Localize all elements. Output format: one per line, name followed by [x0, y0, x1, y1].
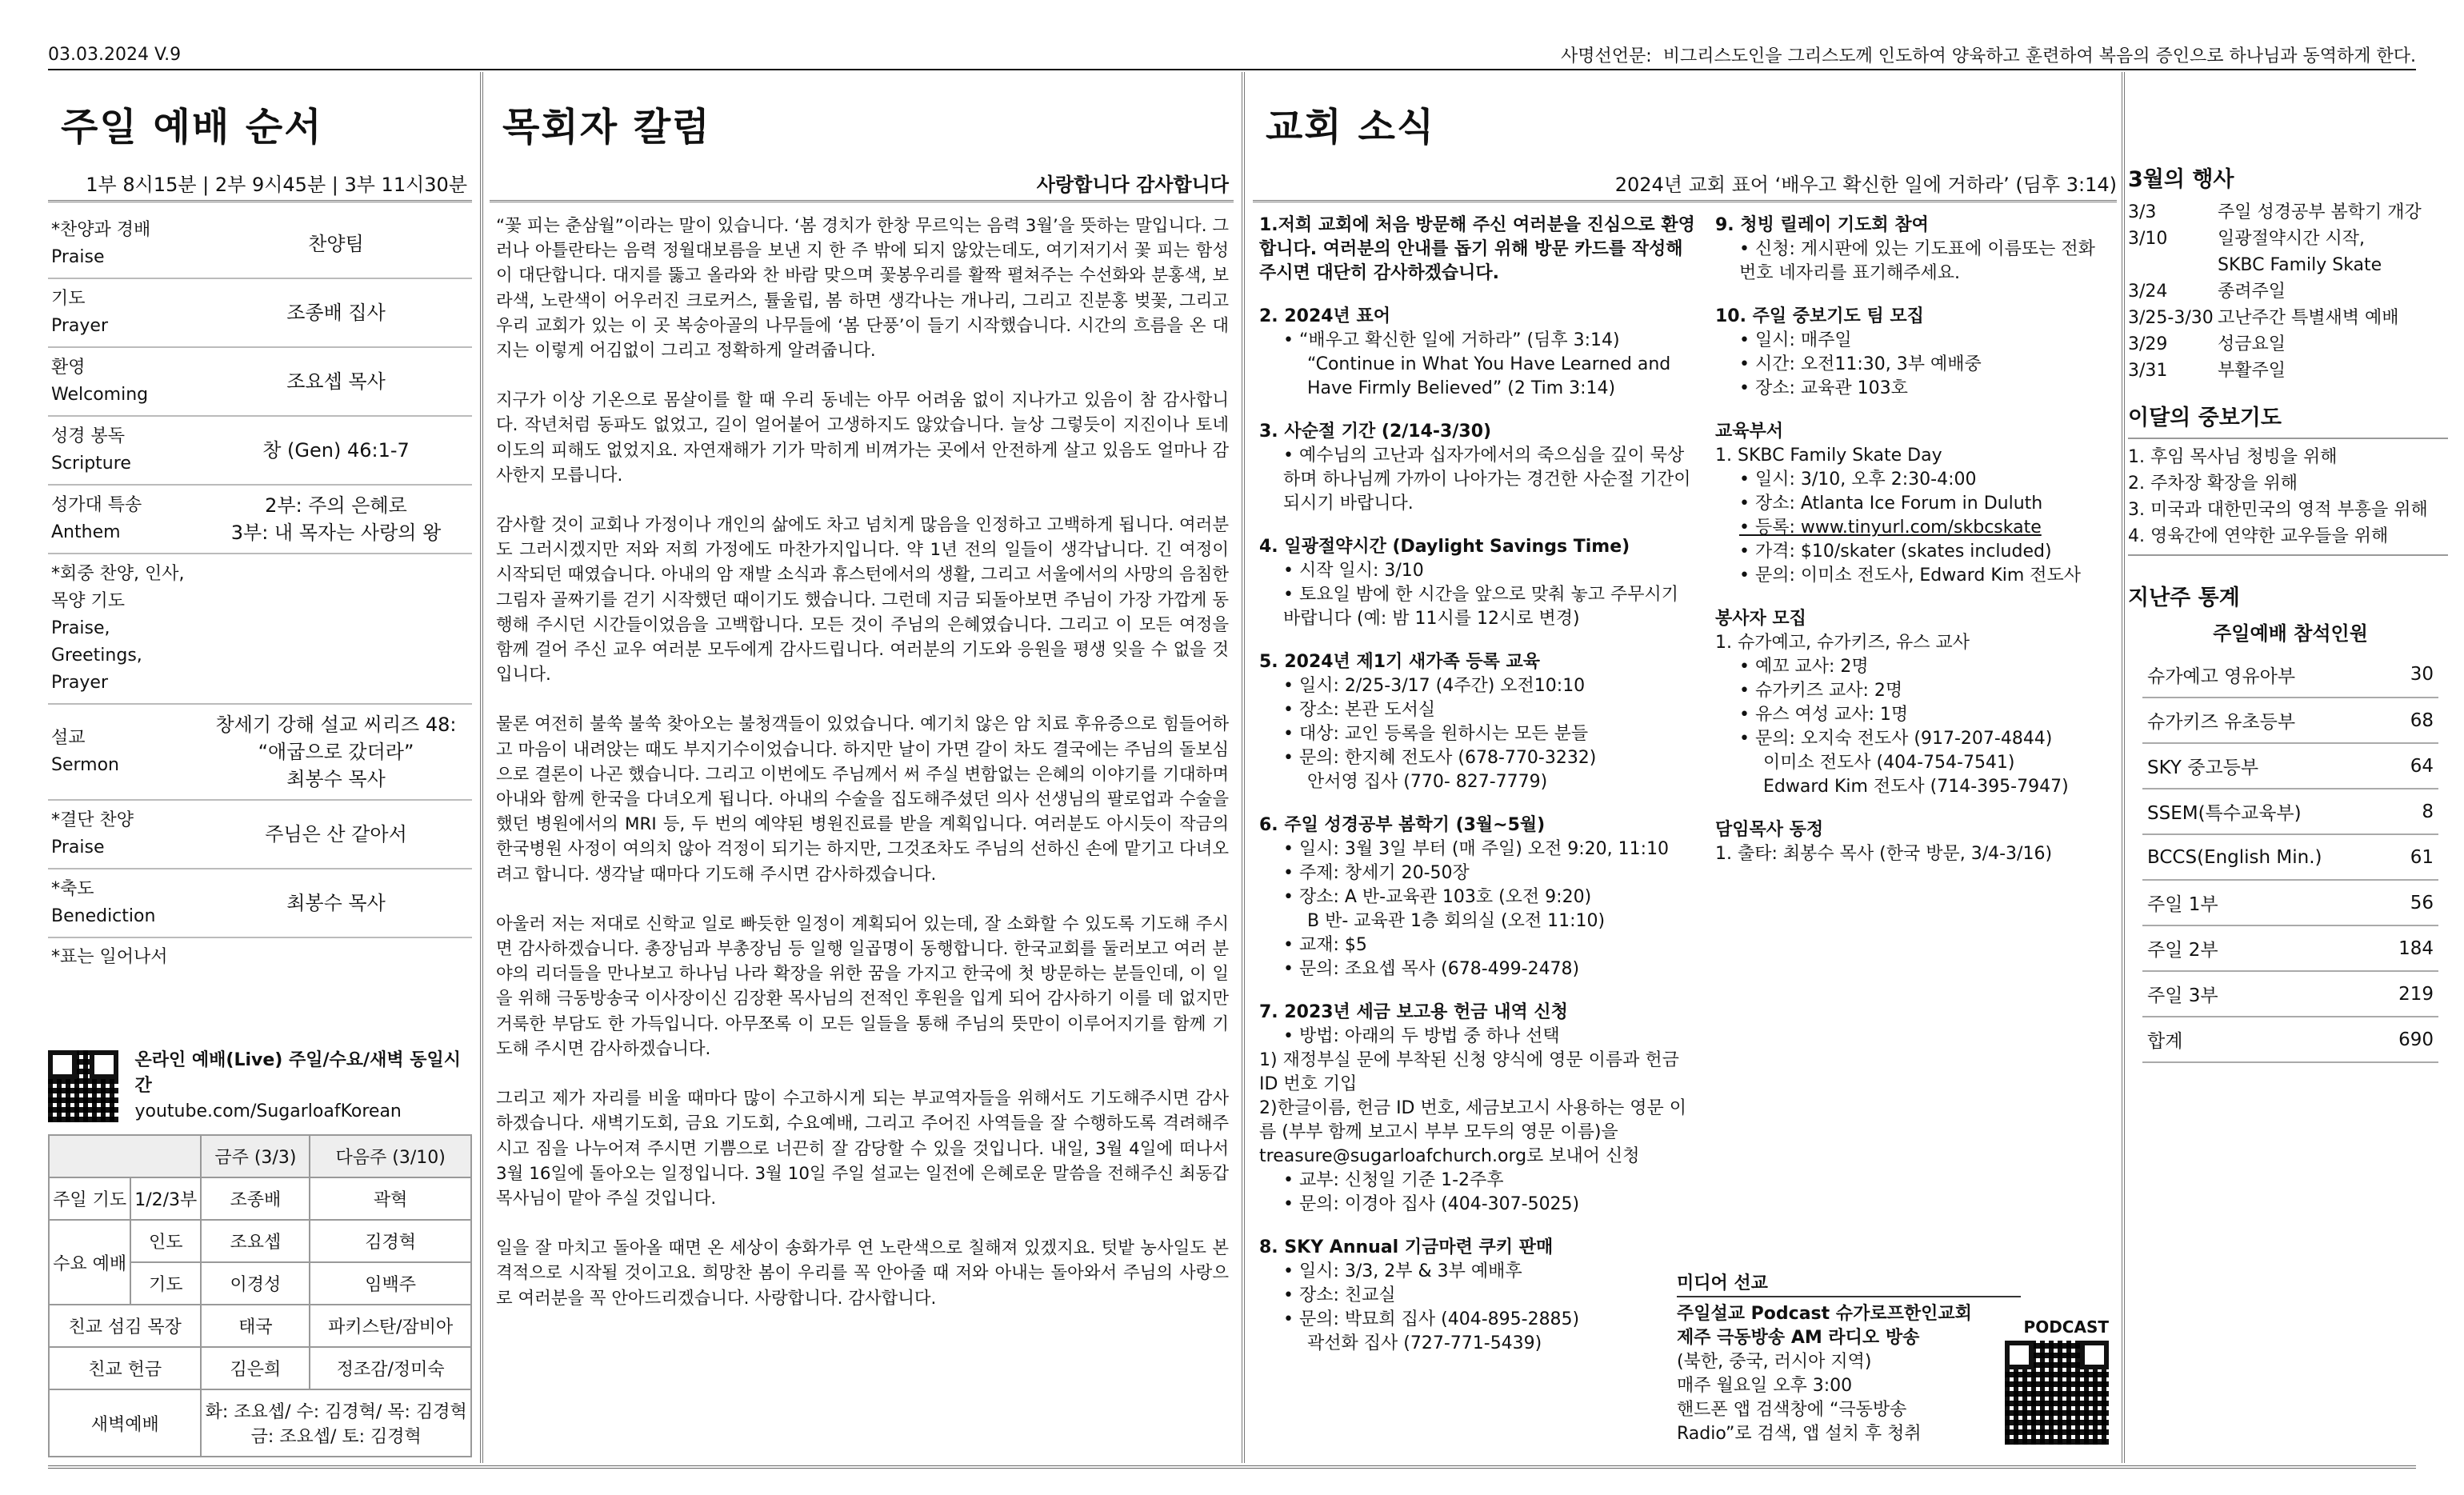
news-item — [1259, 535, 1701, 631]
news-line: 2)한글이름, 헌금 ID 번호, 세금보고시 사용하는 영문 이름 (부부 함께 보고시 부부 모두의 영문 이름)을 treasure@sugarloafchurch.org로 보내어 신청 — [1259, 1098, 1686, 1166]
news-line: • 신청: 게시판에 있는 기도표에 이름또는 전화번호 네자리를 표기해주세요. — [1739, 239, 2095, 283]
roster-cell: 정조감/정미숙 — [310, 1347, 471, 1389]
order-label: 성경 봉독 Scripture — [51, 426, 131, 474]
order-row — [48, 554, 472, 705]
news-heading: 3. 사순절 기간 (2/14-3/30) — [1259, 422, 1492, 442]
worship-title: 주일 예배 순서 — [61, 105, 323, 150]
roster-cell: 새벽예배 — [49, 1389, 201, 1457]
roster-cell: 수요 예배 — [49, 1220, 130, 1305]
order-row — [48, 417, 472, 486]
attendance-row — [2142, 698, 2438, 743]
sidebar-column — [2128, 72, 2448, 1463]
media-line: 제주 극동방송 AM 라디오 방송 — [1677, 1328, 1920, 1348]
news-item — [1259, 1236, 1701, 1356]
attendance-row — [2142, 880, 2438, 925]
church-news-column — [1253, 72, 2117, 1463]
worship-order-list — [48, 210, 472, 938]
news-line: • 일시: 2/25-3/17 (4주간) 오전10:10 — [1283, 676, 1586, 696]
event-name: 성금요일 — [2218, 334, 2286, 354]
prayer-item: 4. 영육간에 연약한 교우들을 위해 — [2128, 526, 2389, 546]
roster-cell: 화: 조요셉/ 수: 김경혁/ 목: 김경혁 금: 조요셉/ 토: 김경혁 — [201, 1389, 471, 1457]
news-line: • 유스 여성 교사: 1명 — [1739, 705, 1909, 725]
event-row — [2128, 199, 2448, 226]
order-row — [48, 705, 472, 801]
column-paragraph: 아울러 저는 저대로 신학교 일로 빠듯한 일정이 계획되어 있는데, 잘 소화할 수 있도록 기도해 주시면 감사하겠습니다. 총장님과 부총장님 등 일행 일곱명이 동행합니다. 한국교회를 둘러보고 여러 분야의 리더들을 만나보고 하나님 나라 확장을 위한 꿈을 가지고 한국에 첫 방문하는 분들인데, 이 일을 위해 극동방송국 이사장이신 김장환 목사님의 전적인 후원을 입게 되어 감사하기 이를 데 없지만 거룩한 부담도 한 가득입니다. 아무쪼록 이 모든 일들을 통해 주님의 뜻만이 이루어지기를 함께 기도해 주시면 감사하겠습니다. — [496, 913, 1229, 1059]
news-line: “Continue in What You Have Learned and — [1307, 354, 1671, 374]
attendance-label: BCCS(English Min.) — [2142, 834, 2381, 880]
column-paragraph: “꽃 피는 춘삼월”이라는 말이 있습니다. ‘봄 경치가 한창 무르익는 음력 3월’을 뜻하는 말입니다. 그러나 아틀란타는 음력 정월대보름을 보낸 지 한 주 밖에 되지 않았는데도, 여기저기서 꽃 피는 함성이 대단합니다. 대지를 뚫고 올라와 찬 바람 맞으며 꽃봉우리를 활짝 펼쳐주는 수선화와 분홍색, 보라색, 노란색이 어우러진 크로커스, 튤울립, 봄 하면 생각나는 개나리, 그리고 진분홍 벚꽃, 그리고 우리 교회가 있는 이 곳 복숭아골의 나무들에 ‘봄 단풍’이 들기 시작했습니다. 시간의 흐름을 온 대지는 이렇게 어김없이 그리고 정확하게 알려줍니다. — [496, 216, 1229, 362]
attendance-count: 690 — [2381, 1017, 2438, 1062]
roster-cell: 임백주 — [310, 1262, 471, 1305]
attendance-label: 합계 — [2142, 1017, 2381, 1062]
column-paragraph: 물론 여전히 불쑥 불쑥 찾아오는 불청객들이 있었습니다. 예기치 않은 암 치료 후유증으로 힘들어하고 마음이 내려앉는 때도 부지기수이었습니다. 하지만 날이 가면 갈이 차도 결국에는 주님의 돌보심으로 결론이 나곤 했습니다. 그리고 이번에도 주님께서 써 주실 변함없는 은혜의 이야기를 기대하며 아내와 함께 한국을 다녀오게 됩니다. 아내의 수술을 집도해주셨던 의사 선생님의 팔로업과 수술을 했던 병원에서의 MRI 등, 두 번의 예약된 병원진료를 받을 계획입니다. 여러분도 아시듯이 작금의 한국병원 사정이 여의치 않아 걱정이 되기는 하지만, 그것조차도 주님의 선하신 손에 맡기고 다녀오려고 합니다. 생각날 때마다 기도해 주시면 감사하겠습니다. — [496, 714, 1229, 885]
roster-cell: 기도 — [130, 1262, 201, 1305]
service-times: 1부 8시15분 | 2부 9시45분 | 3부 11시30분 — [86, 174, 467, 196]
events-title: 3월의 행사 — [2128, 167, 2234, 192]
roster-row — [49, 1347, 471, 1389]
church-motto: 2024년 교회 표어 ‘배우고 확신한 일에 거하라’ (딤후 3:14) — [1614, 174, 2117, 196]
attendance-label: 주일 1부 — [2142, 880, 2381, 925]
media-line: 핸드폰 앱 검색창에 “극동방송 — [1677, 1400, 1907, 1420]
news-line: Edward Kim 전도사 (714-395-7947) — [1763, 777, 2069, 797]
attendance-count: 219 — [2381, 971, 2438, 1017]
news-line: • 시작 일시: 3/10 — [1283, 561, 1424, 581]
news-item — [1259, 1001, 1701, 1217]
order-label: *결단 찬양 Praise — [51, 810, 134, 857]
order-value: 창 (Gen) 46:1-7 — [262, 439, 410, 462]
roster-cell: 김경혁 — [310, 1220, 471, 1262]
news-line: • 주제: 창세기 20-50장 — [1283, 863, 1470, 883]
news-line: 안서영 집사 (770- 827-7779) — [1307, 772, 1548, 792]
news-item — [1259, 420, 1701, 516]
attendance-title: 주일예배 참석인원 — [2213, 622, 2368, 645]
news-line: 이미소 전도사 (404-754-7541) — [1763, 753, 2015, 773]
roster-cell: 친교 헌금 — [49, 1347, 201, 1389]
news-title: 교회 소식 — [1266, 105, 1436, 150]
order-value: 주님은 산 같아서 — [265, 823, 407, 845]
news-line: • 교재: $5 — [1283, 935, 1367, 955]
top-bar — [48, 38, 2416, 70]
prayer-item: 1. 후임 목사님 청빙을 위해 — [2128, 447, 2338, 467]
news-line: • 장소: 교육관 103호 — [1739, 378, 1908, 398]
attendance-row — [2142, 834, 2438, 880]
attendance-count: 56 — [2381, 880, 2438, 925]
news-line: • 문의: 이미소 전도사, Edward Kim 전도사 — [1739, 566, 2082, 586]
roster-row — [49, 1305, 471, 1347]
prayer-list — [2128, 438, 2448, 556]
attendance-label: 주일 2부 — [2142, 925, 2381, 971]
news-line: • 문의: 박묘희 집사 (404-895-2885) — [1283, 1309, 1580, 1329]
attendance-row — [2142, 1017, 2438, 1062]
stats-title: 지난주 통계 — [2128, 586, 2240, 610]
order-value: 창세기 강해 설교 씨리즈 48: “애굽으로 갔더라” 최봉수 목사 — [215, 714, 457, 790]
column-paragraph: 감사할 것이 교회나 가정이나 개인의 삶에도 차고 넘치게 많음을 인정하고 고백하게 됩니다. 여러분도 그러시겠지만 저와 저희 가정에도 마찬가지입니다. 약 1년 전의 일들이 생각납니다. 긴 여정이 시작되던 때였습니다. 아내의 암 재발 소식과 휴스턴에서의 생활, 그리고 서울에서의 사망의 음침한 그림자 골짜기를 걷기 시작했던 때이기도 했습니다. 그런데 지금 되돌아보면 주님이 가장 가깝게 동행해 주시던 시간들이었음을 고백합니다. 모든 것이 주님의 은혜였습니다. 그리고 이 모든 여정을 함께 걸어 주신 교우 여러분 모두에게 감사드립니다. 여러분의 기도와 응원을 평생 잊을 수 없을 것입니다. — [496, 515, 1229, 686]
event-name: 주일 성경공부 봄학기 개강 — [2218, 202, 2422, 222]
roster-cell: 인도 — [130, 1220, 201, 1262]
news-line: • 문의: 조요셉 목사 (678-499-2478) — [1283, 959, 1580, 979]
news-heading: 9. 청빙 릴레이 기도회 참여 — [1715, 215, 1929, 235]
news-item — [1715, 607, 2101, 799]
news-item — [1715, 214, 2101, 286]
attendance-count: 184 — [2381, 925, 2438, 971]
news-heading: 교육부서 — [1715, 422, 1784, 442]
prayer-item: 2. 주차장 확장을 위해 — [2128, 474, 2298, 494]
news-line: • 장소: Atlanta Ice Forum in Duluth — [1739, 494, 2043, 514]
news-item — [1259, 813, 1701, 981]
news-line: • 대상: 교인 등록을 원하시는 모든 분들 — [1283, 724, 1589, 744]
news-heading: 담임목사 동정 — [1715, 820, 1824, 840]
roster-cell: 조종배 — [201, 1177, 310, 1220]
news-line: • 일시: 3/10, 오후 2:30-4:00 — [1739, 470, 1977, 490]
news-line: 1. 출타: 최봉수 목사 (한국 방문, 3/4-3/16) — [1715, 844, 2053, 864]
news-line: • 일시: 3/3, 2부 & 3부 예배후 — [1283, 1261, 1522, 1281]
roster-header: 다음주 (3/10) — [310, 1135, 471, 1177]
event-row — [2128, 358, 2448, 384]
event-date: 3/31 — [2128, 361, 2168, 381]
date-version: 03.03.2024 V.9 — [48, 44, 182, 65]
order-row — [48, 801, 472, 869]
events-list — [2128, 199, 2448, 384]
media-title: 미디어 선교 — [1677, 1272, 2021, 1297]
news-line: • 문의: 이경아 집사 (404-307-5025) — [1283, 1194, 1580, 1214]
event-name: 일광절약시간 시작, — [2218, 229, 2366, 249]
column-paragraph: 일을 잘 마치고 돌아올 때면 온 세상이 송화가루 연 노란색으로 칠해져 있겠지요. 텃밭 농사일도 본격적으로 시작될 것이고요. 희망찬 봄이 우리를 꼭 안아줄 때 저와 아내는 돌아와서 주님의 사랑으로 여러분을 꼭 안아드리겠습니다. 사랑합니다. 감사합니다. — [496, 1238, 1229, 1309]
attendance-label: SSEM(특수교육부) — [2142, 789, 2381, 834]
roster-cell: 조요셉 — [201, 1220, 310, 1262]
order-label: *회중 찬양, 인사, 목양 기도 Praise, Greetings, Prayer — [51, 564, 185, 693]
worship-order-column — [48, 72, 472, 1463]
event-row — [2128, 331, 2448, 358]
column-subtitle: 사랑합니다 감사합니다 — [1036, 174, 1229, 196]
attendance-label: 주일 3부 — [2142, 971, 2381, 1017]
news-line: • 일시: 3월 3일 부터 (매 주일) 오전 9:20, 11:10 — [1283, 839, 1670, 859]
news-line: B 반- 교육관 1층 회의실 (오전 11:10) — [1307, 911, 1606, 931]
bottom-rule — [48, 1465, 2416, 1469]
online-title: 온라인 예배(Live) 주일/수요/새벽 동일시간 — [134, 1050, 461, 1096]
roster-cell: 친교 섬김 목장 — [49, 1305, 201, 1347]
pastor-column — [490, 72, 1234, 1463]
order-row — [48, 210, 472, 279]
order-row — [48, 486, 472, 554]
order-row — [48, 869, 472, 938]
event-date — [2128, 252, 2218, 278]
roster-header — [49, 1135, 201, 1177]
attendance-label: 슈가예고 영유아부 — [2142, 652, 2381, 698]
news-heading: 5. 2024년 제1기 새가족 등록 교육 — [1259, 652, 1541, 672]
news-line: 1. SKBC Family Skate Day — [1715, 446, 1942, 466]
media-line: 주일설교 Podcast 슈가로프한인교회 — [1677, 1304, 1972, 1324]
news-line: Have Firmly Believed” (2 Tim 3:14) — [1307, 378, 1616, 398]
roster-cell: 주일 기도 — [49, 1177, 130, 1220]
service-roster-table — [48, 1134, 472, 1457]
attendance-label: SKY 중고등부 — [2142, 743, 2381, 789]
mission-statement: 사명선언문: 비그리스도인을 그리스도께 인도하여 양육하고 훈련하여 복음의 증인으로 하나님과 동역하게 한다. — [1561, 46, 2416, 66]
news-heading: 2. 2024년 표어 — [1259, 306, 1390, 326]
news-line: 1) 재정부실 문에 부착된 신청 양식에 영문 이름과 헌금 ID 번호 기입 — [1259, 1050, 1679, 1094]
event-row — [2128, 226, 2448, 252]
event-name: 부활주일 — [2218, 361, 2286, 381]
attendance-table — [2142, 618, 2438, 1063]
roster-cell: 파키스탄/잠비아 — [310, 1305, 471, 1347]
attendance-row — [2142, 925, 2438, 971]
news-line: • 장소: 친교실 — [1283, 1285, 1396, 1305]
order-value: 최봉수 목사 — [286, 892, 386, 914]
news-heading: 봉사자 모집 — [1715, 609, 1806, 629]
news-line: • 시간: 오전11:30, 3부 예배중 — [1739, 354, 1982, 374]
column-paragraph: 지구가 이상 기온으로 몸살이를 할 때 우리 동네는 아무 어려움 없이 지나가고 있음이 참 감사합니다. 작년처럼 동파도 없었고, 길이 얼어붙어 고생하지도 않았습니다. 늘상 그렇듯이 지진이나 토네이도의 피해도 없었지요. 자연재해가 기가 막히게 비껴가는 곳에서 안전하게 살고 있음도 얼마나 감사한지 모릅니다. — [496, 390, 1229, 486]
news-line: • 일시: 매주일 — [1739, 330, 1852, 350]
podcast-label: PODCAST — [2023, 1317, 2109, 1337]
standing-note: *표는 일어나서 — [51, 947, 168, 967]
roster-cell: 이경성 — [201, 1262, 310, 1305]
news-item — [1715, 420, 2101, 588]
news-item — [1715, 305, 2101, 401]
event-name: 종려주일 — [2218, 282, 2286, 302]
prayer-item: 3. 미국과 대한민국의 영적 부흥을 위해 — [2128, 500, 2428, 520]
attendance-count: 68 — [2381, 698, 2438, 743]
news-line: 곽선화 집사 (727-771-5439) — [1307, 1333, 1542, 1353]
media-line: Radio”로 검색, 앱 설치 후 청취 — [1677, 1424, 1922, 1444]
news-line: • 장소: A 반-교육관 103호 (오전 9:20) — [1283, 887, 1592, 907]
order-label: 성가대 특송 Anthem — [51, 495, 142, 542]
news-line: • 문의: 한지혜 전도사 (678-770-3232) — [1283, 748, 1597, 768]
news-line: • 등록: www.tinyurl.com/skbcskate — [1739, 518, 2042, 538]
event-date: 3/29 — [2128, 334, 2168, 354]
news-heading: 4. 일광절약시간 (Daylight Savings Time) — [1259, 537, 1630, 557]
online-worship — [48, 1048, 472, 1125]
order-label: *찬양과 경배 Praise — [51, 220, 151, 267]
prayer-title: 이달의 중보기도 — [2128, 406, 2282, 430]
roster-row — [49, 1177, 471, 1220]
news-heading: 10. 주일 중보기도 팀 모집 — [1715, 306, 1924, 326]
attendance-row — [2142, 789, 2438, 834]
media-mission — [1677, 1272, 2109, 1446]
order-value: 찬양팀 — [308, 233, 364, 255]
news-line: • 예꼬 교사: 2명 — [1739, 657, 1869, 677]
roster-cell: 김은희 — [201, 1347, 310, 1389]
attendance-count: 64 — [2381, 743, 2438, 789]
order-label: *축도 Benediction — [51, 879, 156, 926]
roster-row — [49, 1220, 471, 1262]
top-rule — [48, 69, 2416, 70]
news-line: • 교부: 신청일 기준 1-2주후 — [1283, 1170, 1504, 1190]
order-value: 조요셉 목사 — [286, 370, 386, 393]
order-value: 2부: 주의 은혜로 3부: 내 목자는 사랑의 왕 — [230, 494, 442, 544]
order-row — [48, 348, 472, 417]
event-name: SKBC Family Skate — [2218, 255, 2382, 275]
news-right-list — [1701, 214, 2101, 1375]
qr-code-icon — [48, 1050, 118, 1122]
order-label: 기도 Prayer — [51, 289, 109, 336]
news-line: • 방법: 아래의 두 방법 중 하나 선택 — [1283, 1026, 1560, 1046]
order-value: 조종배 집사 — [286, 302, 386, 324]
media-line: 매주 월요일 오후 3:00 — [1677, 1376, 1853, 1396]
event-date: 3/24 — [2128, 282, 2168, 302]
news-line: • 가격: $10/skater (skates included) — [1739, 542, 2052, 562]
news-line: • “배우고 확신한 일에 거하라” (딤후 3:14) — [1283, 330, 1620, 350]
attendance-row — [2142, 652, 2438, 698]
event-date: 3/10 — [2128, 229, 2168, 249]
attendance-row — [2142, 971, 2438, 1017]
attendance-label: 슈가키즈 유초등부 — [2142, 698, 2381, 743]
news-line: 1. 슈가예고, 슈가키즈, 유스 교사 — [1715, 633, 1970, 653]
news-line: • 문의: 오지숙 전도사 (917-207-4844) — [1739, 729, 2053, 749]
column-body — [490, 214, 1234, 1311]
roster-row — [49, 1389, 471, 1457]
attendance-count: 8 — [2381, 789, 2438, 834]
news-heading: 6. 주일 성경공부 봄학기 (3월~5월) — [1259, 815, 1546, 835]
event-name: 고난주간 특별새벽 예배 — [2218, 308, 2399, 328]
news-item — [1259, 305, 1701, 401]
attendance-count: 30 — [2381, 652, 2438, 698]
column-paragraph: 그리고 제가 자리를 비울 때마다 많이 수고하시게 되는 부교역자들을 위해서도 기도해주시면 감사하겠습니다. 새벽기도회, 금요 기도회, 수요예배, 그리고 주어진 사역들을 잘 수행하도록 격려해주시고 짐을 나누어져 주시면 기쁨으로 너끈히 잘 감당할 수 있을 것입니다. 내일, 3월 4일에 떠나서 3월 16일에 돌아오는 일정입니다. 3월 10일 주일 설교는 일전에 은혜로운 말씀을 전해주신 최동갑 목사님이 맡아 주실 것입니다. — [496, 1089, 1229, 1209]
news-item — [1715, 818, 2101, 866]
order-row — [48, 279, 472, 348]
event-date: 3/25-3/30 — [2128, 308, 2214, 328]
news-heading: 7. 2023년 세금 보고용 헌금 내역 신청 — [1259, 1002, 1568, 1022]
attendance-count: 61 — [2381, 834, 2438, 880]
event-row — [2128, 252, 2448, 278]
event-row — [2128, 278, 2448, 305]
news-line: • 예수님의 고난과 십자가에서의 죽으심을 깊이 묵상하며 하나님께 가까이 나아가는 경건한 사순절 기간이 되시기 바랍니다. — [1283, 446, 1691, 514]
attendance-row — [2142, 743, 2438, 789]
news-left-list — [1253, 214, 1701, 1375]
online-url[interactable]: youtube.com/SugarloafKorean — [134, 1101, 402, 1121]
roster-cell: 1/2/3부 — [130, 1177, 201, 1220]
event-date: 3/3 — [2128, 202, 2157, 222]
news-heading: 8. SKY Annual 기금마련 쿠키 판매 — [1259, 1237, 1554, 1257]
order-label: 환영 Welcoming — [51, 358, 149, 405]
roster-cell: 태국 — [201, 1305, 310, 1347]
news-line: • 슈가키즈 교사: 2명 — [1739, 681, 1903, 701]
news-item — [1259, 214, 1701, 286]
order-label: 설교 Sermon — [51, 728, 119, 775]
news-item — [1259, 650, 1701, 794]
event-row — [2128, 305, 2448, 331]
media-line: (북한, 중국, 러시아 지역) — [1677, 1352, 1872, 1372]
column-title: 목회자 칼럼 — [502, 105, 711, 150]
news-line: • 장소: 본관 도서실 — [1283, 700, 1436, 720]
news-line: • 토요일 밤에 한 시간을 앞으로 맞춰 놓고 주무시기 바랍니다 (예: 밤 11시를 12시로 변경) — [1283, 585, 1678, 629]
news-heading: 1.저희 교회에 처음 방문해 주신 여러분을 진심으로 환영합니다. 여러분의 안내를 돕기 위해 방문 카드를 작성해 주시면 대단히 감사하겠습니다. — [1259, 215, 1695, 283]
podcast-qr-icon — [2005, 1341, 2109, 1445]
roster-header: 금주 (3/3) — [201, 1135, 310, 1177]
roster-cell: 곽혁 — [310, 1177, 471, 1220]
